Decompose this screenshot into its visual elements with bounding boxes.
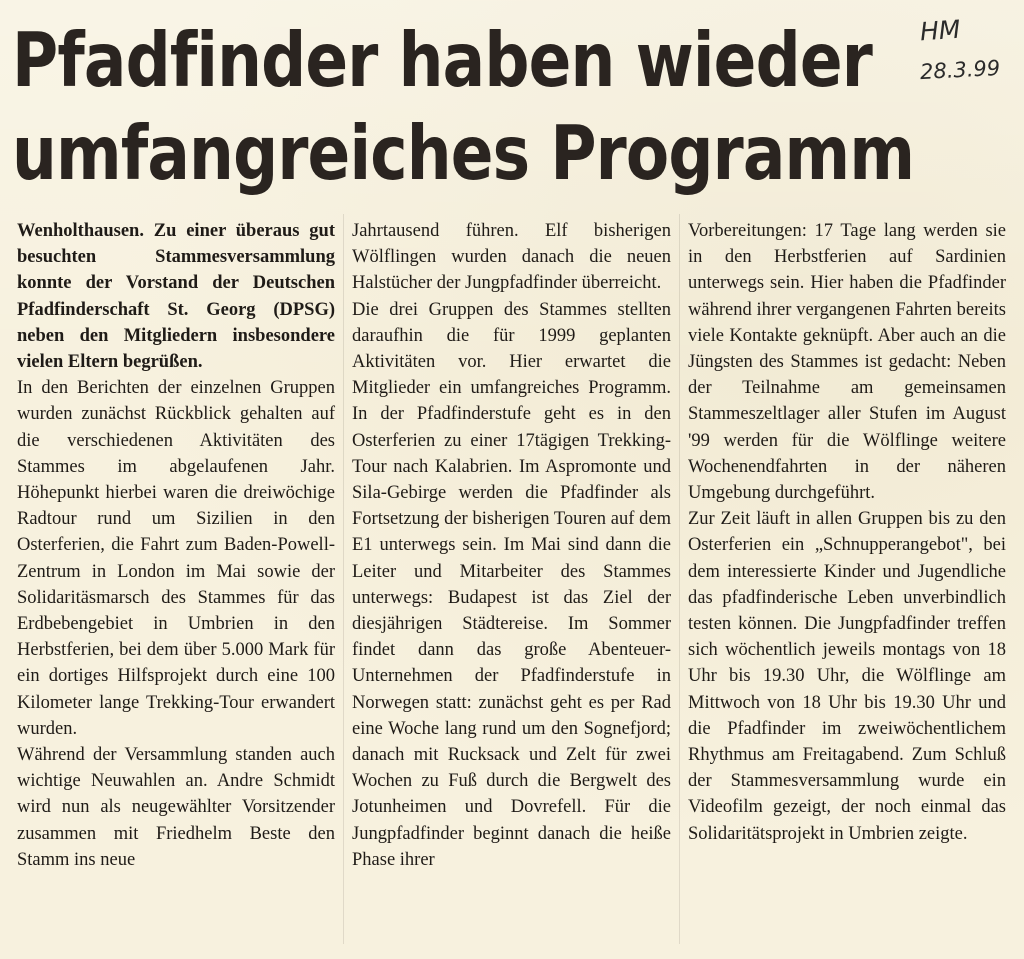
article-column-1 — [17, 218, 335, 873]
article-lead: Wenholthausen. Zu einer überaus gut besuchten Stammesversammlung konnte der Vorstand der Deutschen Pfadfinderschaft St. Georg (DPSG) neben den Mitgliedern insbesondere vielen Eltern begrüßen. — [17, 221, 335, 373]
column-divider-2 — [679, 214, 680, 944]
column-divider-1 — [343, 214, 344, 944]
handwritten-initials: HM — [919, 14, 962, 47]
article-column-3 — [688, 218, 1006, 847]
article-paragraph-2b: Jahrtausend führen. Elf bisherigen Wölflingen wurden danach die neuen Halstücher der Jungpfadfinder überreicht. — [352, 221, 671, 294]
article-paragraph-2a: Während der Versammlung standen auch wichtige Neuwahlen an. Andre Schmidt wird nun als neugewählter Vorsitzender zusammen mit Friedhelm Beste den Stamm ins neue — [17, 745, 335, 870]
article-column-2 — [352, 218, 671, 873]
handwritten-annotation — [918, 16, 1014, 92]
headline-line-2: umfangreiches Programm — [12, 109, 915, 197]
handwritten-date: 28.3.99 — [919, 55, 1001, 85]
article-paragraph-3: Die drei Gruppen des Stammes stellten daraufhin die für 1999 geplanten Aktivitäten vor. Hier erwartet die Mitglieder ein umfangreiches Programm. In der Pfadfinderstufe geht es in den Osterferien zu einer 17tägigen Trekking-Tour nach Kalabrien. Im Aspromonte und Sila-Gebirge werden die Pfadfinder als Fortsetzung der bisherigen Touren auf dem E1 unterwegs sein. Im Mai sind dann die Leiter und Mitarbeiter des Stammes unterwegs: Budapest ist das Ziel der diesjährigen Städtereise. Im Sommer findet dann das große Abenteuer-Unternehmen der Pfadfinderstufe in Norwegen statt: zunächst geht es per Rad eine Woche lang rund um den Sognefjord; danach mit Rucksack und Zelt für zwei Wochen zu Fuß durch die Bergwelt des Jotunheimen und Dovrefell. Für die Jungpfadfinder beginnt danach die heiße Phase ihrer — [352, 299, 671, 870]
article-paragraph-4: Zur Zeit läuft in allen Gruppen bis zu den Osterferien ein „Schnupperangebot", bei dem interessierte Kinder und Jugendliche das pfadfinderische Leben unverbindlich testen können. Die Jungpfadfinder treffen sich wöchentlich jeweils montags von 18 Uhr bis 19.30 Uhr, die Wölflinge am Mittwoch von 18 Uhr bis 19.30 Uhr und die Pfadfinder im zweiwöchentlichem Rhythmus am Freitagabend. Zum Schluß der Stammesversammlung wurde ein Videofilm gezeigt, der noch einmal das Solidaritätsprojekt in Umbrien zeigte. — [688, 509, 1006, 844]
article-headline — [12, 14, 915, 200]
article-paragraph-1: In den Berichten der einzelnen Gruppen wurden zunächst Rückblick gehalten auf die verschiedenen Aktivitäten des Stammes im abgelaufenen Jahr. Höhepunkt hierbei waren die dreiwöchige Radtour rund um Sizilien in den Osterferien, die Fahrt zum Baden-Powell-Zentrum in London im Mai sowie der Solidaritäsmarsch des Stammes für das Erdbebengebiet in Umbrien in den Herbstferien, bei dem über 5.000 Mark für ein dortiges Hilfsprojekt durch eine 100 Kilometer lange Trekking-Tour erwandert wurden. — [17, 378, 335, 739]
headline-line-1: Pfadfinder haben wieder — [12, 16, 872, 104]
article-paragraph-3b: Vorbereitungen: 17 Tage lang werden sie in den Herbstferien auf Sardinien unterwegs sein. Hier haben die Pfadfinder während ihrer vergangenen Fahrten bereits viele Kontakte geknüpft. Aber auch an die Jüngsten des Stammes ist gedacht: Neben der Teilnahme am gemeinsamen Stammeszeltlager aller Stufen im August '99 werden für die Wölflinge weitere Wochenendfahrten in der näheren Umgebung durchgeführt. — [688, 221, 1006, 504]
